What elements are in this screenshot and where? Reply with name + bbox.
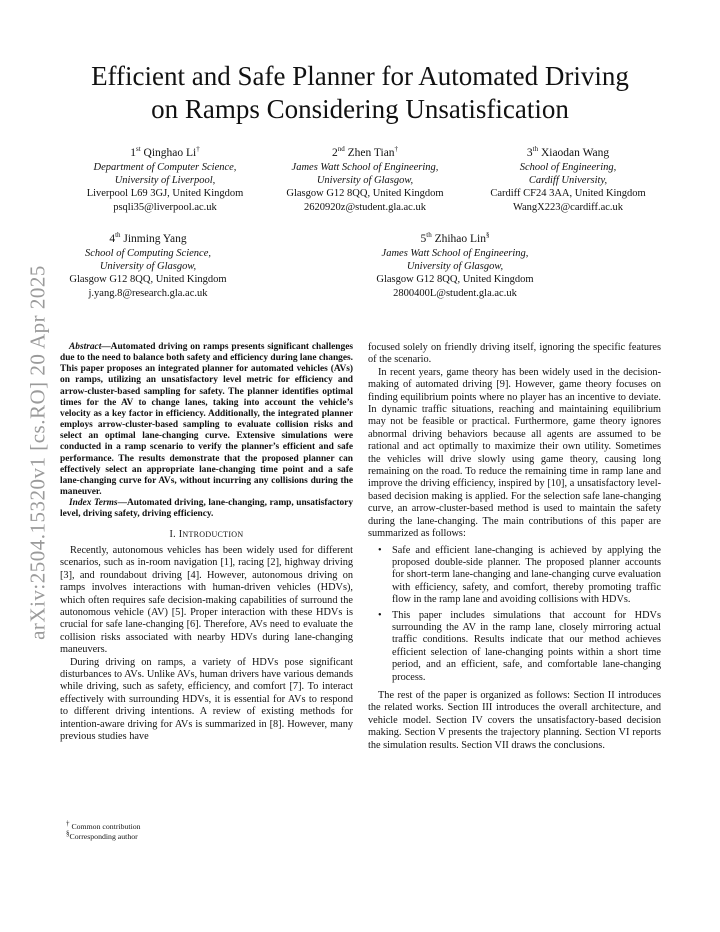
author-email: j.yang.8@research.gla.ac.uk [88, 287, 208, 299]
author-affiliation: School of Engineering, [519, 162, 617, 173]
paper-title [60, 60, 660, 126]
footnote-corresponding-author: §Corresponding author [66, 829, 138, 841]
author-email: psqli35@liverpool.ac.uk [113, 201, 217, 213]
list-item: • Safe and efficient lane-changing is achieved by applying the proposed double-side planner. The proposed planner accounts for short-term lane-changing and lane-changing curve evaluation with efficiency, safety, and comfort, thereby promoting traffic flow in the ramp lane and avoiding collisions with HDVs. [378, 544, 661, 606]
index-terms [60, 498, 353, 520]
author-address: Glasgow G12 8QQ, United Kingdom [69, 274, 227, 286]
footnote-common-contribution: † Common contribution [66, 819, 141, 831]
bullet-icon: • [378, 544, 382, 556]
arxiv-id-text: arXiv:2504.15320v1 [cs.RO] 20 Apr 2025 [25, 265, 50, 640]
bullet-icon: • [378, 609, 382, 621]
index-terms-text: —Automated driving, lane-changing, ramp, unsatisfactory level, driving safety, driving efficiency. [60, 498, 354, 520]
body-paragraph: The rest of the paper is organized as follows: Section II introduces the related works. Section III introduces the overall architecture, and vehicle model. Section IV covers the unsatisfactory-based decision making. Section V presents the trajectory planning. Section VI reports the simulation results. Section VII draws the conclusions. [368, 689, 661, 751]
author-name-line: 2nd Zhen Tian† [331, 145, 399, 159]
author-university: University of Glasgow, [316, 175, 414, 187]
arxiv-side-identifier [8, 245, 58, 665]
author-block-2 [270, 146, 460, 214]
title-line-2: on Ramps Considering Unsatisfication [151, 94, 569, 124]
body-paragraph: During driving on ramps, a variety of HDVs pose significant disturbances to AVs. Unlike AVs, human drivers have various demands while driving, such as safety, efficiency, and comfort [7]. To interact effectively with surrounding HDVs, it is essential for AVs to respond to different driving intentions. A review of existing methods for intention-aware driving for AVs is summarized in [8]. However, many previous studies have [60, 656, 353, 742]
author-email: 2620920z@student.gla.ac.uk [304, 201, 426, 213]
author-university: University of Glasgow, [99, 261, 197, 273]
author-university: Cardiff University, [528, 175, 608, 187]
list-item: • This paper includes simulations that account for HDVs surrounding the AV in the ramp lane, closely mirroring actual traffic conditions. Results indicate that our method achieves efficient selection of lane-changing points within a short time period, and an efficient, safe, and comfortable lane-changing process. [378, 609, 661, 683]
left-column [60, 342, 353, 743]
author-address: Liverpool L69 3GJ, United Kingdom [86, 188, 244, 200]
author-affiliation: School of Computing Science, [85, 248, 211, 259]
author-block-4 [53, 232, 243, 300]
author-name-line: 1st Qinghao Li† [130, 145, 200, 159]
body-paragraph: Recently, autonomous vehicles has been widely used for different scenarios, such as in-room navigation [1], racing [2], highway driving [3], and roundabout driving [4]. However, autonomous driving on ramps involves interactions with human-driven vehicles (HDVs), which often requires safe decision-making capabilities of surround the autonomous vehicle (AV) [5]. Proper interaction with these HDVs is crucial for safe lane-changing [6]. Therefore, AVs need to evaluate the collision risks associated with nearby HDVs during lane-changing maneuvers. [60, 544, 353, 656]
body-paragraph: focused solely on friendly driving itself, ignoring the specific features of the scenario. [368, 342, 661, 366]
contributions-list [368, 545, 661, 684]
abstract-text: —Automated driving on ramps presents significant challenges due to the need to balance both safety and efficiency during lane changes. This paper proposes an integrated planner for automated vehicles (AVs) on ramps, utilizing an unsatisfactory level metric for efficiency and arrow-cluster-based sampling for safety. The planner identifies optimal times for the AV to change lanes, taking into account the vehicle’s velocity as a key factor in efficiency. Additionally, the integrated planner employs arrow-cluster-based sampling to evaluate collision risks and select an optimal lane-changing curve. Extensive simulations were conducted in a ramp scenario to verify the planner’s efficient and safe performance. The results demonstrate that the proposed planner can effectively select an appropriate lane-changing time point and a safe lane-changing curve for AVs, without incurring any collisions during the maneuver. [60, 342, 353, 498]
author-address: Glasgow G12 8QQ, United Kingdom [286, 188, 444, 200]
author-block-3 [468, 146, 668, 214]
author-affiliation: James Watt School of Engineering, [381, 248, 529, 259]
author-affiliation: Department of Computer Science, [93, 162, 237, 173]
footnotes [62, 819, 352, 842]
section-heading-introduction: I. INTRODUCTION [169, 528, 244, 540]
author-block-5 [355, 232, 555, 300]
author-address: Cardiff CF24 3AA, United Kingdom [490, 188, 646, 200]
body-paragraph: In recent years, game theory has been widely used in the decision-making of automated driving [9]. However, game theory focuses on finding equilibrium points where no player has an incentive to deviate. In dynamic traffic situations, reaching and maintaining equilibrium may not be feasible or practical. Furthermore, game theory ignores abnormal driving behaviors because all agents are assumed to be rational and act optimally to maximize their own utility. Sometimes the vehicles will drive slowly using game theory, causing long remaining on the road. To reduce the remaining time in ramp lane and improve the driving efficiency, inspired by [10], a unsatisfactory level-based decision making is applied. For the selection safe lane-changing curve, an arrow-cluster-based method is used to maintain the safety during the lane-changing. The main contributions of this paper are summarized as follows: [368, 366, 661, 540]
author-name-line: 4th Jinming Yang [109, 231, 187, 245]
index-terms-label: Index Terms [69, 498, 118, 509]
author-email: WangX223@cardiff.ac.uk [512, 201, 624, 213]
right-column [368, 342, 661, 752]
author-university: University of Liverpool, [114, 175, 216, 187]
author-name-line: 3th Xiaodan Wang [526, 145, 610, 159]
abstract-paragraph [60, 342, 353, 498]
title-line-1: Efficient and Safe Planner for Automated Driving [91, 61, 629, 91]
abstract [60, 342, 353, 521]
author-name-line: 5th Zhihao Lin§ [420, 231, 490, 245]
abstract-label: Abstract [69, 342, 102, 352]
author-affiliation: James Watt School of Engineering, [291, 162, 439, 173]
author-university: University of Glasgow, [406, 261, 504, 273]
author-block-1 [70, 146, 260, 214]
author-address: Glasgow G12 8QQ, United Kingdom [376, 274, 534, 286]
author-email: 2800400L@student.gla.ac.uk [393, 287, 517, 299]
